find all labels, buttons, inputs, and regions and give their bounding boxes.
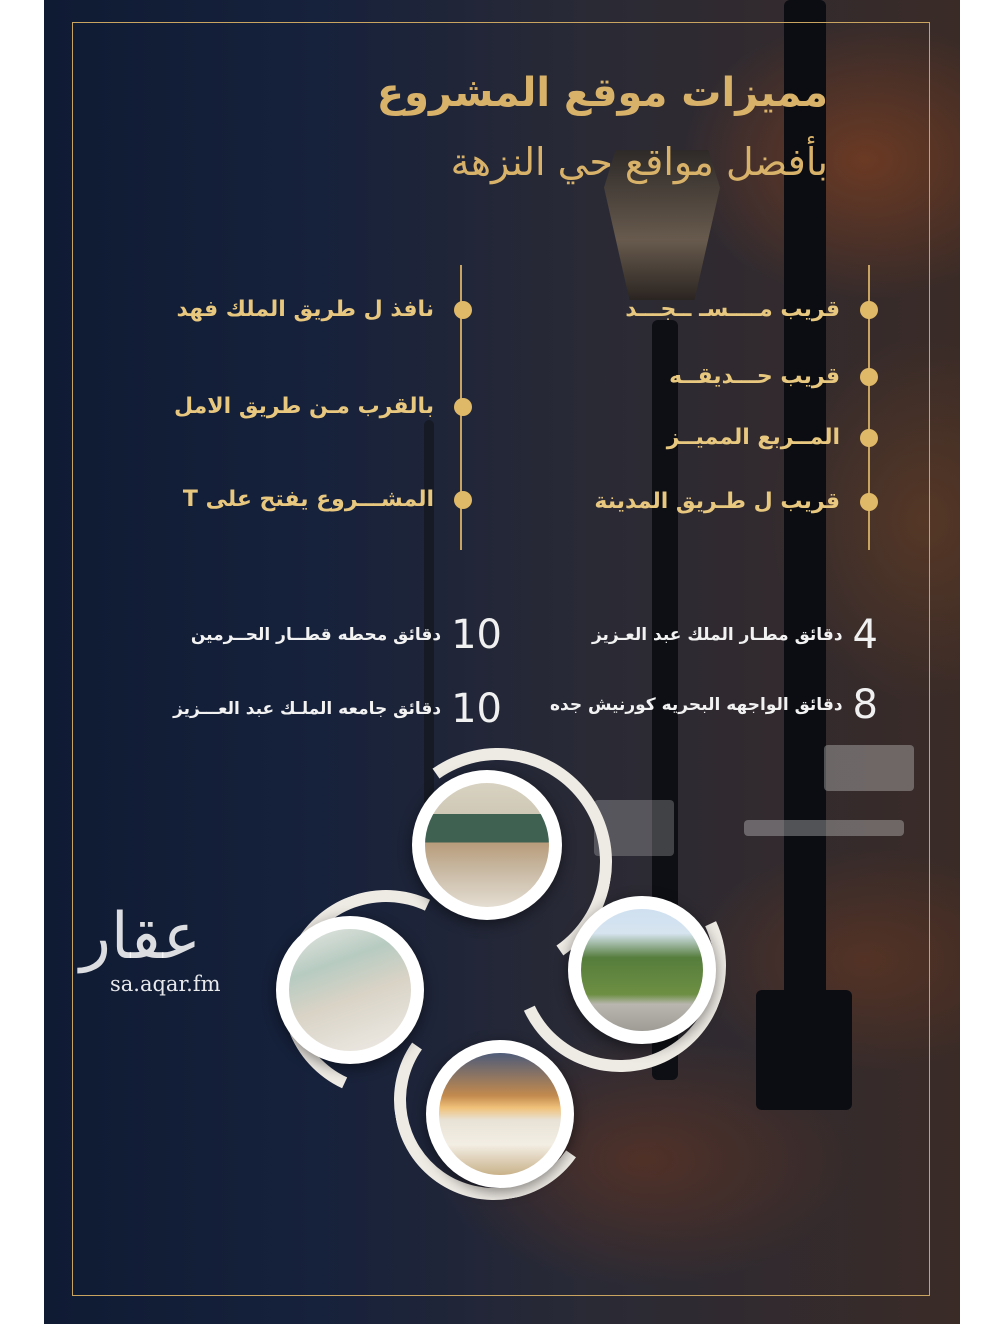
watermark-url: sa.aqar.fm	[110, 972, 221, 996]
page-title: مميزات موقع المشروع	[376, 70, 828, 116]
feature-item	[669, 364, 878, 389]
feature-item	[176, 297, 472, 322]
distance-item	[191, 612, 502, 658]
feature-label: المــربع المميــز	[666, 425, 840, 450]
bullet-icon	[454, 301, 472, 319]
distance-minutes: 10	[451, 686, 502, 732]
watermark-logo: عقار	[80, 900, 201, 974]
feature-item	[183, 487, 472, 512]
bullet-icon	[860, 493, 878, 511]
distance-label: دقائق جامعه الملـك عبد العـــزيز	[173, 699, 442, 719]
distance-label: دقائق محطه قطــار الحــرمين	[190, 625, 442, 645]
page-subtitle: بأفضل مواقع حي النزهة	[450, 140, 828, 184]
feature-label: نافذ ل طريق الملك فهد	[176, 297, 434, 322]
distance-minutes: 8	[852, 682, 878, 728]
distance-item	[592, 612, 878, 658]
distance-item	[173, 686, 502, 732]
feature-item	[594, 489, 878, 514]
feature-label: قريب ل طـريق المدينة	[594, 489, 840, 514]
poster	[44, 0, 960, 1324]
bullet-icon	[860, 429, 878, 447]
park-photo	[568, 896, 716, 1044]
distance-item	[550, 682, 878, 728]
feature-label: المشـــروع يفتح على T	[182, 487, 434, 512]
bullet-icon	[454, 398, 472, 416]
classroom-photo	[412, 770, 562, 920]
bullet-icon	[860, 301, 878, 319]
mosque-image	[439, 1053, 561, 1175]
feature-label: قريب مــــسـ ــجـــد	[625, 297, 840, 322]
classroom-image	[425, 783, 549, 907]
hospital-image	[289, 929, 411, 1051]
feature-label: بالقرب مـن طريق الامل	[173, 394, 434, 419]
feature-item	[625, 297, 878, 322]
mosque-photo	[426, 1040, 574, 1188]
feature-label: قريب حـــديقــه	[669, 364, 840, 389]
feature-item	[667, 425, 878, 450]
bullet-icon	[454, 491, 472, 509]
hospital-photo	[276, 916, 424, 1064]
bullet-icon	[860, 368, 878, 386]
feature-item	[174, 394, 472, 419]
distance-label: دقائق مطـار الملك عبد العـزيز	[591, 625, 843, 645]
distance-minutes: 4	[852, 612, 878, 658]
distance-minutes: 10	[451, 612, 502, 658]
park-image	[581, 909, 703, 1031]
distance-label: دقائق الواجهه البحريه كورنيش جده	[549, 695, 843, 715]
